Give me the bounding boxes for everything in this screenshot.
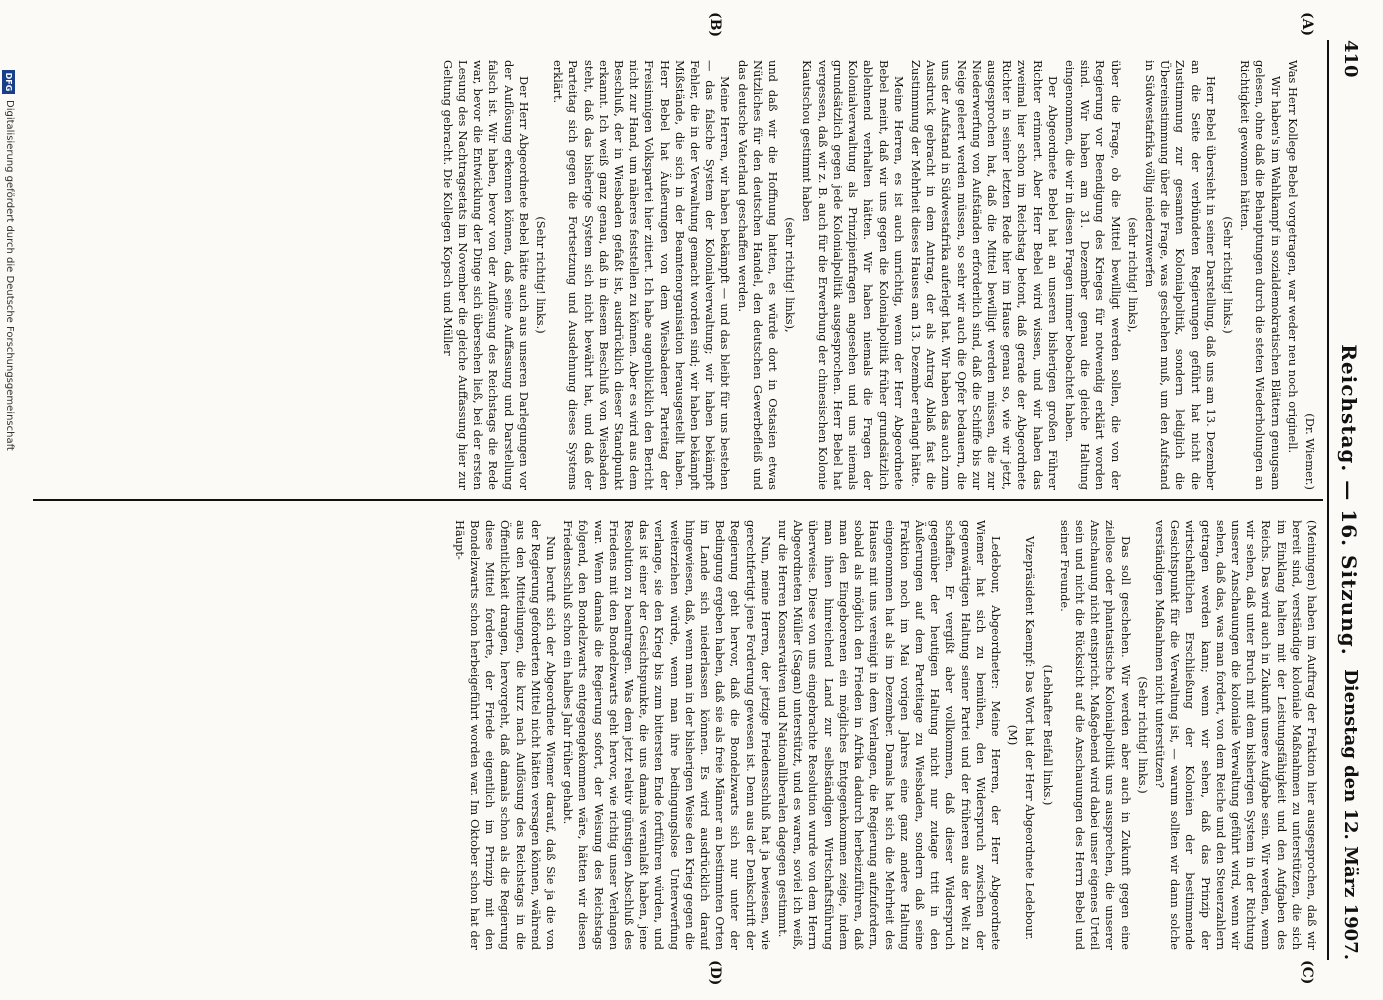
interjection: (Sehr richtig! links.) xyxy=(1135,676,1150,794)
margin-marker-c: (C) xyxy=(1299,960,1315,985)
paragraph: Nun beruft sich der Abgeordnete Wiemer darauf, daß Sie ja die von der Regierung geforderten Mittel nicht hätten versagen können, während aus den Mitteilungen, die kurz nach Auflösung des Reichstags in die Öffentlichkeit drangen, hervorgeht, daß damals schon als die Regierung diese Mittel forderte, der Friede eigentlich im Prinzip mit den Bondelzwarts schon herbeigeführt worden war. Im Oktober schon hat der Häupt- xyxy=(452,520,559,950)
paragraph: Wir haben's im Wahlkampf in sozialdemokratischen Blättern genugsam gelesen, ohne daß die Behauptungen durch die steten Wiederholungen an Richtigkeit gewonnen hätten. xyxy=(1238,60,1283,490)
paragraph: Das soll geschehen. Wir werden aber auch in Zukunft gegen eine ziellose oder phantastische Kolonialpolitik uns aussprechen, die unserer Anschauung nicht entspricht. Maßgebend wird dabei unser eigenes Urteil sein und nicht die Rücksicht auf die Anschauungen des Herrn Bebel und seiner Freunde. xyxy=(1057,520,1133,950)
paragraph: Der Herr Abgeordnete Bebel hätte auch aus unseren Darlegungen vor der Auflösung erkennen können, daß seine Auffassung und Darstellung falsch ist. Wir haben, bevor von der Auflösung des Reichstags die Rede war, bevor die Entwicklung der Dinge sich übersehen ließ, bei der ersten Lesung des Nachtragsetats im November die gleiche Auffassung hier zur Geltung gebracht. Die Kollegen Kopsch und Müller xyxy=(440,60,531,490)
paragraph: Der Abgeordnete Bebel hat an unseren bisherigen großen Führer Richter erinnert. Aber Herr Bebel wird wissen, und wir haben das zweimal hier schon im Reichstag betont, daß gerade der Abgeordnete Richter in seiner letzten Rede hier im Hause genau so, wie wir jetzt, ausgesprochen hat, daß die Mittel bewilligt werden müssen, die zur Niederwerfung von Aufständen erforderlich sind, daß die Schiffe bis zur Neige geleert werden müssen, so sehr wir auch die Opfer bedauern, die uns der Aufstand in Südwestafrika auferlegt hat. Wir haben das auch zum Ausdruck gebracht in dem Antrag, der als Antrag Ablaß fast die Zustimmung der Mehrheit dieses Hauses am 13. Dezember erlangt hätte. xyxy=(908,60,1060,490)
page-header xyxy=(1327,40,1369,960)
paragraph: (Meiningen) haben im Auftrag der Fraktion hier ausgesprochen, daß wir bereit sind, verständige koloniale Maßnahmen zu unterstützen, die sich im Einklang halten mit der Leistungsfähigkeit und den Aufgaben des Reichs. Das wird auch in Zukunft unsere Aufgabe sein. Wir werden, wenn wir sehen, daß unter Bruch mit dem bisherigen System in der Richtung unserer Anschauungen die koloniale Verwaltung geführt wird, wenn wir sehen, daß das, was man fordert, von dem Reiche und den Steuerzahlern getragen werden kann; wenn wir sehen, daß das Prinzip der wirtschaftlichen Erschließung der Kolonien der bestimmende Gesichtspunkt für die Verwaltung ist, — warum sollten wir dann solche verständigen Maßnahmen nicht unterstützen? xyxy=(1152,520,1319,950)
paragraph: Nun, meine Herren, der jetzige Friedensschluß hat ja bewiesen, wie gerechtfertigt jene Forderung gewesen ist. Denn aus der Denkschrift der Regierung geht hervor, daß die Bondelzwarts sich nur unter der Bedingung ergeben haben, daß sie als freie Männer an bestimmten Orten im Lande sich niederlassen können. Es wird ausdrücklich darauf hingewiesen, daß, wenn man in der bisherigen Weise den Krieg gegen die weiterziehen würde, wenn man ihre bedingungslose Unterwerfung verlange, sie den Krieg bis zum bittersten Ende fortführen würden, und das ist einer der Gesichtspunkte, die uns damals veranlaßt haben, jene Resolution zu beantragen. Was dem jetzt relativ günstigen Abschluß des Friedens mit den Bondelzwarts geht hervor, wie richtig unser Verlangen war. Wenn damals die Regierung sofort, der Weisung des Reichstags folgend, den Bondelzwarts entgegengekommen wäre, hätten wir diesen Friedensschluß schon ein halbes Jahr früher gehabt. xyxy=(561,520,773,950)
margin-marker-d: (D) xyxy=(707,960,723,986)
margin-marker-b: (B) xyxy=(707,12,723,38)
interjection: (M) xyxy=(1006,724,1021,746)
right-column xyxy=(39,520,1319,950)
column-divider xyxy=(33,499,1323,501)
paragraph: über die Frage, ob die Mittel bewilligt werden sollen, die von der Regierung vor Beendigung des Krieges für notwendig erklärt worden sind. Wir haben am 31. Dezember genau die gleiche Haltung eingenommen, die wir in diesen Fragen immer beobachtet haben. xyxy=(1062,60,1123,490)
interjection: (sehr richtig! links), xyxy=(1125,217,1140,333)
interjection: (Dr. Wiemer.) xyxy=(1303,413,1317,490)
interjection: (Sehr richtig! links.) xyxy=(534,216,549,334)
page-footer xyxy=(0,0,15,1000)
session-date: Dienstag den 12. März 1907. xyxy=(1340,669,1361,960)
interjection: (sehr richtig! links), xyxy=(783,217,798,333)
interjection: (Lebhafter Beifall links.) xyxy=(1040,664,1055,806)
paragraph: und daß wir die Hoffnung hatten, es würde dort in Ostasien etwas Nützliches für den deutschen Handel, den deutschen Gewerbefleiß und das deutsche Vaterland geschaffen werden. xyxy=(735,60,781,490)
page-title: Reichstag. — 16. Sitzung. xyxy=(1337,344,1361,656)
dfg-logo: DFG xyxy=(2,70,15,94)
interjection: (Sehr richtig! links.) xyxy=(1220,216,1235,334)
page-number: 410 xyxy=(1340,40,1361,78)
paragraph: Ledebour, Abgeordneter: Meine Herren, der Herr Abgeordnete Wiemer hat sich zu bemühen, den Widerspruch zwischen der gegenwärtigen Haltung seiner Partei und der früheren aus der Welt zu schaffen. Er vergißt aber vollkommen, daß dieser Widerspruch gegenüber der heutigen Haltung nicht nur zutage tritt in den Äußerungen auf dem Parteitage zu Wiesbaden, sondern daß seine Fraktion noch im Mai vorigen Jahres eine ganz andere Haltung eingenommen hat als im Dezember. Damals hat sich die Mehrheit des Hauses mit uns vereinigt in dem Verlangen, die Regierung aufzufordern, sobald als möglich den Frieden in Afrika dadurch herbeizuführen, daß man den Eingeborenen ein mögliches Entgegenkommen zeige, indem man ihnen hinreichend Land zur selbständigen Wirtschaftsführung überweise. Diese von uns eingebrachte Resolution wurde von dem Herrn Abgeordneten Müller (Sagan) unterstützt, und es waren, soviel ich weiß, nur die Herren Konservativen und Nationalliberalen dagegen gestimmt. xyxy=(776,520,1003,950)
margin-marker-a: (A) xyxy=(1299,12,1315,37)
digitization-credit: Digitalisierung gefördert durch die Deutsche Forschungsgemeinschaft xyxy=(4,100,15,451)
paragraph: Vizepräsident Kaempf: Das Wort hat der Herr Abgeordnete Ledebour. xyxy=(1023,536,1038,941)
paragraph: Herr Bebel übersieht in seiner Darstellung, daß uns am 13. Dezember an die Seite der verbündeten Regierungen geführt hat nicht die Zustimmung zur gesamten Kolonialpolitik, sondern lediglich die Übereinstimmung über die Frage, was geschehen muß, um den Aufstand in Südwestafrika völlig niederzuwerfen xyxy=(1142,60,1218,490)
paragraph: Meine Herren, wir haben bekämpft — und das bleibt für uns bestehen — das falsche System der Kolonialverwaltung; wir haben bekämpft Fehler, die in der Verwaltung gemacht worden sind; wir haben bekämpft Mißstände, die sich in der Beamtenorganisation herausgestellt haben. Herr Bebel hat Äußerungen von dem Wiesbadener Parteitag der Freisinnigen Volkspartei hier zitiert. Ich habe augenblicklich den Bericht nicht zur Hand, um näheres feststellen zu können. Aber es wird aus dem Beschluß, der in Wiesbaden gefaßt ist, ausdrücklich dieser Standpunkt erkannt. Ich weiß ganz genau, daß in diesem Beschluß von Wiesbaden steht, daß das bisherige System sich nicht bewährt hat, und daß der Parteitag sich gegen die Fortsetzung und Ausdehnung dieses Systems erklärt. xyxy=(551,60,733,490)
paragraph: Was Herr Kollege Bebel vorgetragen, war weder neu noch originell. xyxy=(1285,60,1300,454)
left-column xyxy=(39,60,1319,490)
paragraph: Meine Herren, es ist auch unrichtig, wenn der Herr Abgeordnete Bebel meint, daß wir uns gegen die Kolonialpolitik früher grundsätzlich ablehnend verhalten hätten. Wir haben niemals die Fragen der Kolonialverwaltung als Prinzipienfragen angesehen und uns niemals grundsätzlich gegen jede Kolonialpolitik ausgesprochen. Herr Bebel hat vergessen, daß wir z. B. auch für die Erwerbung der chinesischen Kolonie Kiautschou gestimmt haben xyxy=(800,60,906,490)
